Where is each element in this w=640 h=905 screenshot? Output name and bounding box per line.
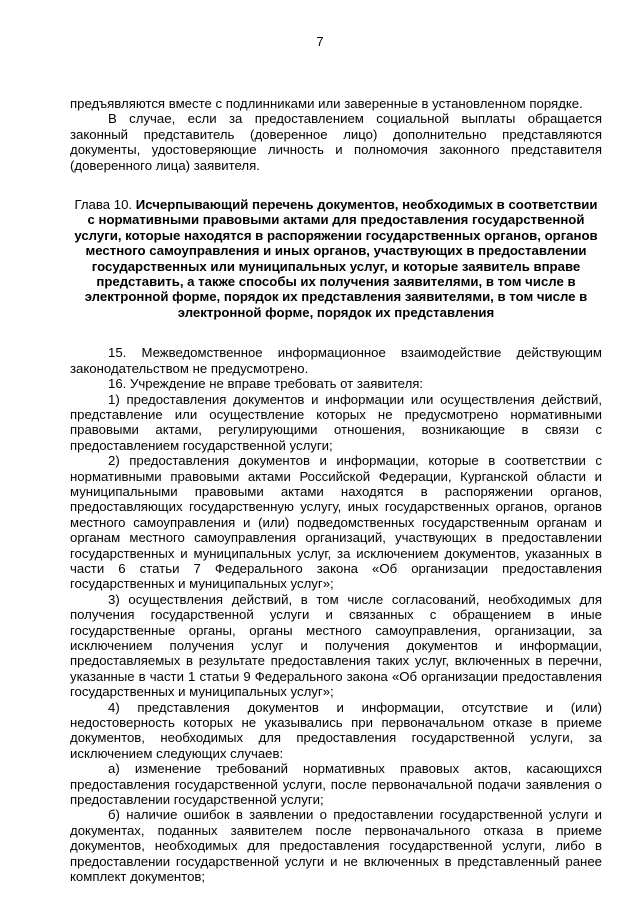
- paragraph: В случае, если за предоставлением социальной выплаты обращается законный представитель (доверенное лицо) дополнительно представляются документы, удостоверяющие личность и полномочия законного представителя (доверенного лица) заявителя.: [70, 111, 602, 173]
- paragraph: 3) осуществления действий, в том числе согласований, необходимых для получения государственной услуги и связанных с обращением в иные государственные органы, органы местного самоуправления, организации, за исключением получения услуг и получения документов и информации, предоставляемых в результате предоставления таких услуг, включенных в перечни, указанные в части 1 статьи 9 Федерального закона «Об организации предоставления государственных и муниципальных услуг»;: [70, 591, 602, 700]
- paragraph: 2) предоставления документов и информации, которые в соответствии с нормативными правовыми актами Российской Федерации, Курганской области и муниципальными правовыми актами находятся в распоряжении органов, предоставляющих государственную услугу, иных государственных органов, органов местного самоуправления и (или) подведомственных государственным органам и органам местного самоуправления организаций, участвующих в предоставлении государственных и муниципальных услуг, за исключением документов, указанных в части 6 статьи 7 Федерального закона «Об организации предоставления государственных и муниципальных услуг»;: [70, 453, 602, 592]
- document-body: [70, 96, 602, 885]
- paragraph: б) наличие ошибок в заявлении о предоставлении государственной услуги и документах, поданных заявителем после первоначального отказа в приеме документов, необходимых для предоставления государственной услуги, либо в предоставлении государственной услуги и не включенных в представленный ранее комплект документов;: [70, 807, 602, 885]
- paragraph: 4) представления документов и информации, отсутствие и (или) недостоверность которых не указывались при первоначальном отказе в приеме документов, необходимых для предоставления государственной услуги, за исключением следующих случаев:: [70, 699, 602, 761]
- chapter-heading: [70, 197, 602, 320]
- paragraph: предъявляются вместе с подлинниками или заверенные в установленном порядке.: [70, 96, 583, 111]
- chapter-label: Глава 10.: [74, 197, 133, 213]
- chapter-title: Исчерпывающий перечень документов, необходимых в соответствии с нормативными правовыми актами для предоставления государственной услуги, которые находятся в распоряжении государственных органов, органов местного самоуправления и иных органов, участвующих в предоставлении государственных или муниципальных услуг, и которые заявитель вправе представить, а также способы их получения заявителями, в том числе в электронной форме, порядок их представления заявителями, в том числе в электронной форме, порядок их представления: [74, 197, 598, 320]
- paragraph: 1) предоставления документов и информации или осуществления действий, представление или осуществление которых не предусмотрено нормативными правовыми актами, регулирующими отношения, возникающие в связи с предоставлением государственной услуги;: [70, 391, 602, 453]
- paragraph: а) изменение требований нормативных правовых актов, касающихся предоставления государственной услуги, после первоначальной подачи заявления о предоставлении государственной услуги;: [70, 761, 602, 808]
- paragraph: 16. Учреждение не вправе требовать от заявителя:: [108, 376, 424, 392]
- page-number: 7: [316, 34, 324, 49]
- paragraph: 15. Межведомственное информационное взаимодействие действующим законодательством не предусмотрено.: [70, 345, 602, 376]
